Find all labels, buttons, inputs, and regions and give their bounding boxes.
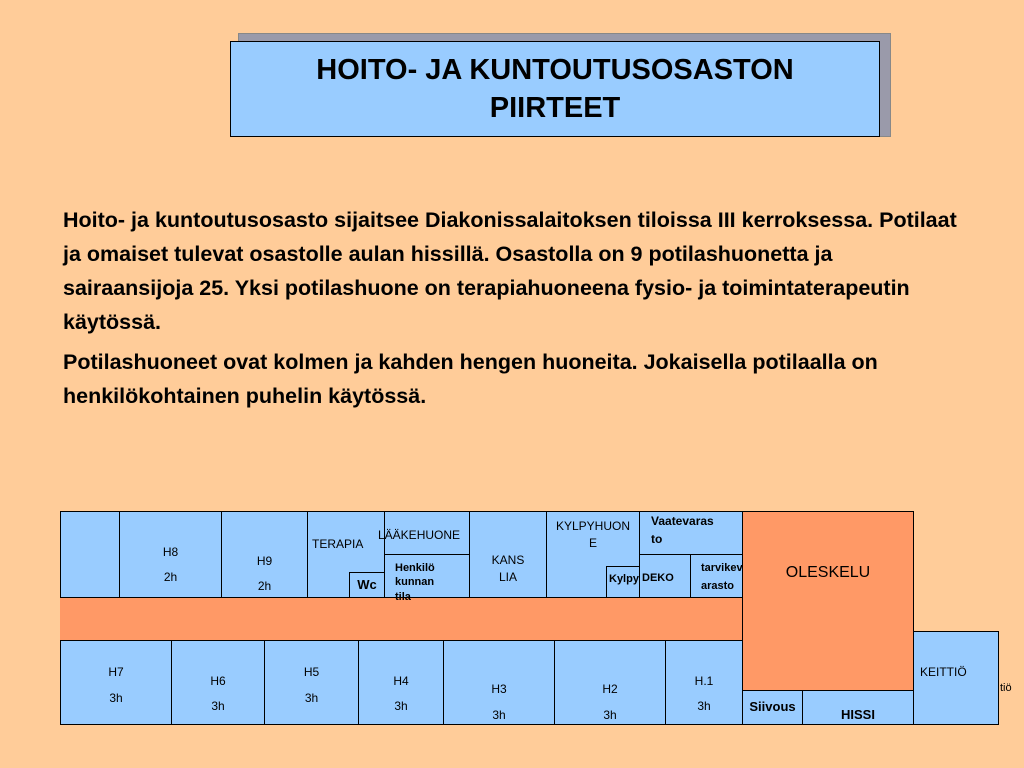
room-vaatevarasto-line-1: Vaatevaras [651, 514, 714, 528]
room-h5-name: H5 [303, 665, 320, 679]
oleskelu-label: OLESKELU [785, 564, 871, 581]
room-henkilokunnan-line-3: tila [395, 591, 411, 603]
room-hissi [802, 690, 914, 725]
room-kylpy-label: Kylpy [609, 573, 639, 585]
room-top-empty [60, 511, 120, 598]
room-h9-name: H9 [256, 554, 273, 568]
room-h3 [443, 640, 555, 725]
room-h9 [221, 511, 308, 598]
room-wc [349, 572, 385, 598]
room-tarvikevarasto-line-2: arasto [701, 580, 735, 592]
room-h2-beds: 3h [603, 708, 617, 722]
room-kylpy [606, 566, 640, 598]
room-h1 [665, 640, 743, 725]
room-h4-name: H4 [393, 674, 409, 688]
slide-title [230, 41, 880, 137]
room-h4 [358, 640, 444, 725]
room-oleskelu [742, 511, 914, 691]
body-text [63, 203, 963, 419]
room-tarvikevarasto [690, 554, 743, 598]
room-tarvikevarasto-line-1: tarvikev [701, 562, 743, 574]
room-kanslia [469, 511, 547, 598]
room-h8-beds: 2h [163, 570, 178, 584]
room-laakehuone-label: LÄÄKEHUONE [378, 528, 461, 542]
room-vaatevarasto [639, 511, 743, 555]
room-h3-beds: 3h [492, 708, 506, 722]
room-siivous [742, 690, 803, 725]
paragraph-2: Potilashuoneet ovat kolmen ja kahden hengen huoneita. Jokaisella potilaalla on henkilökohtainen puhelin käytössä. [63, 350, 878, 408]
room-h3-name: H3 [491, 682, 507, 696]
room-vaatevarasto-line-2: to [651, 532, 663, 546]
room-h8 [119, 511, 222, 598]
room-wc-label: Wc [357, 577, 377, 592]
room-h4-beds: 3h [394, 699, 408, 713]
room-deko [639, 554, 691, 598]
room-kanslia-line-1: KANS [491, 553, 525, 567]
room-h2-name: H2 [602, 682, 618, 696]
title-line-1: HOITO- JA KUNTOUTUSOSASTON [316, 54, 794, 86]
room-henkilokunnan-tila [384, 554, 470, 603]
room-h2 [554, 640, 666, 725]
paragraph-1: Hoito- ja kuntoutusosasto sijaitsee Diakonissalaitoksen tiloissa III kerroksessa. Potilaat ja omaiset tulevat osastolle aulan hissillä. Osastolla on 9 potilashuonetta ja sairaansijoja 25. Yksi potilashuone on terapiahuoneena fysio- ja toimintaterapeutin käytössä. [63, 208, 957, 334]
room-kylpyhuone-line-1: KYLPYHUON [555, 519, 631, 533]
title-line-2: PIIRTEET [489, 92, 621, 124]
room-h9-beds: 2h [257, 579, 272, 593]
room-h6-beds: 3h [211, 699, 225, 713]
room-h7-name: H7 [108, 665, 124, 679]
room-henkilokunnan-line-1: Henkilö [395, 562, 435, 574]
room-kylpyhuone-line-2: E [588, 536, 597, 550]
keittio-overflow-text: tiö [1000, 682, 1012, 694]
room-henkilokunnan-line-2: kunnan [395, 576, 435, 588]
room-siivous-label: Siivous [749, 699, 796, 714]
room-h7 [60, 640, 172, 725]
room-h6 [171, 640, 265, 725]
room-keittio-label: KEITTIÖ [920, 665, 967, 679]
room-h1-name: H.1 [694, 674, 714, 688]
room-h5-beds: 3h [304, 691, 319, 705]
room-h1-beds: 3h [697, 699, 711, 713]
room-laakehuone [378, 511, 470, 555]
room-deko-label: DEKO [642, 572, 674, 584]
room-h7-beds: 3h [109, 691, 123, 705]
room-hissi-label: HISSI [841, 707, 875, 722]
room-h8-name: H8 [162, 545, 179, 559]
room-terapia-label: TERAPIA [312, 537, 364, 551]
room-h6-name: H6 [210, 674, 226, 688]
room-h5 [264, 640, 359, 725]
room-keittio [913, 631, 999, 725]
room-kanslia-line-2: LIA [498, 570, 517, 584]
